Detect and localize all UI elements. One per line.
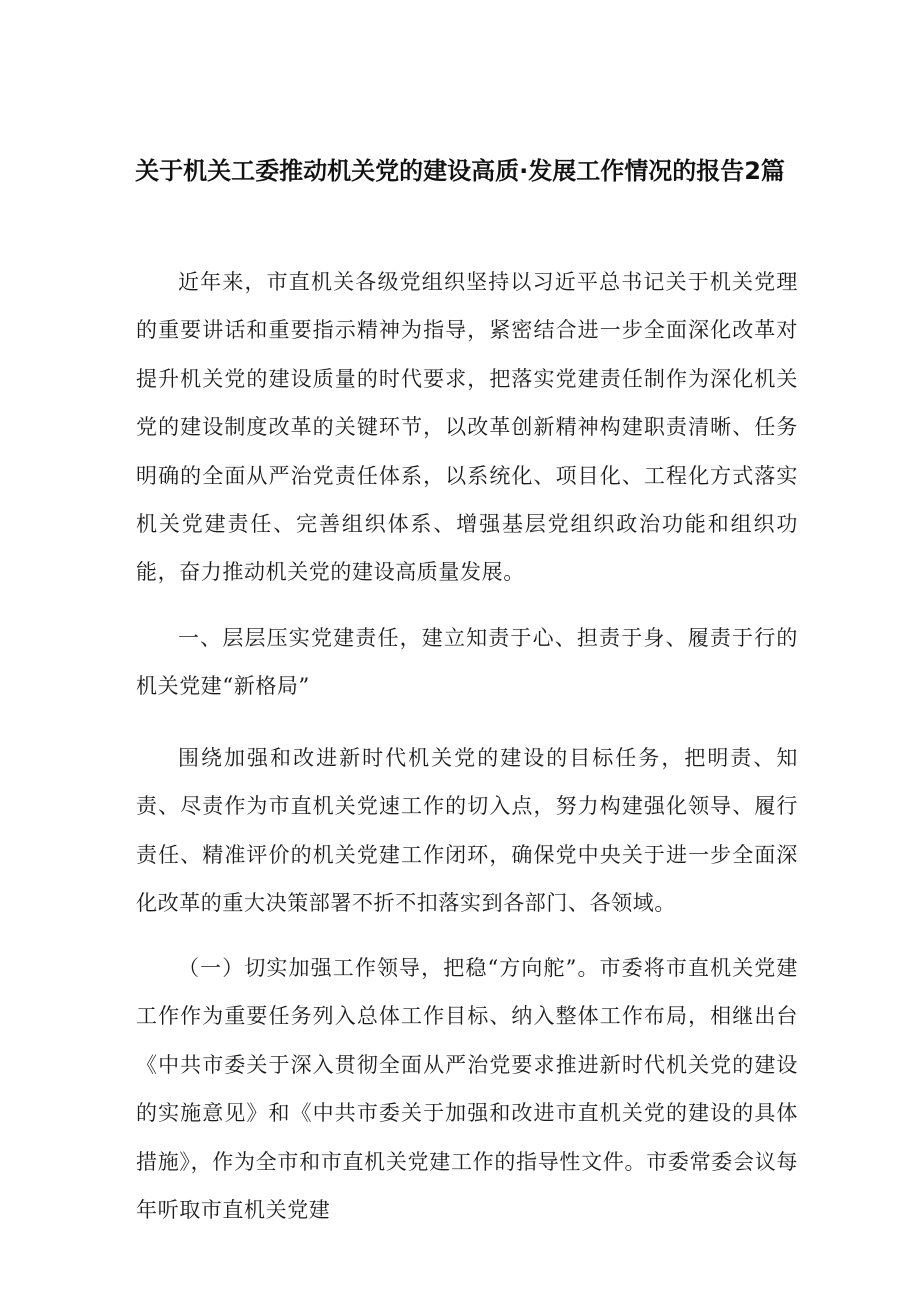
document-title: 关于机关工委推动机关党的建设高质·发展工作情况的报告2篇 <box>135 157 785 185</box>
paragraph-intro: 近年来，市直机关各级党组织坚持以习近平总书记关于机关党理的重要讲话和重要指示精神为指导，紧密结合进一步全面深化改革对提升机关党的建设质量的时代要求，把落实党建责任制作为深化机关党的建设制度改革的关键环节，以改革创新精神构建职责清晰、任务明确的全面从严治党责任体系，以系统化、项目化、工程化方式落实机关党建责任、完善组织体系、增强基层党组织政治功能和组织功能，奋力推动机关党的建设高质量发展。 <box>136 270 798 585</box>
paragraph-subsection-1: （一）切实加强工作领导，把稳“方向舵”。市委将市直机关党建工作作为重要任务列入总体工作目标、纳入整体工作布局，相继出台《中共市委关于深入贯彻全面从严治党要求推进新时代机关党的建设的实施意见》和《中共市委关于加强和改进市直机关党的建设的具体措施》，作为全市和市直机关党建工作的指导性文件。市委常委会议每年听取市直机关党建 <box>136 956 798 1223</box>
paragraph-section-1: 围绕加强和改进新时代机关党的建设的目标任务，把明责、知责、尽责作为市直机关党速工作的切入点，努力构建强化领导、履行责任、精准评价的机关党建工作闭环，确保党中央关于进一步全面深化改革的重大决策部署不折不扣落实到各部门、各领域。 <box>136 746 798 916</box>
section-heading-1: 一、层层压实党建责任，建立知责于心、担责于身、履责于行的机关党建“新格局” <box>136 626 798 699</box>
